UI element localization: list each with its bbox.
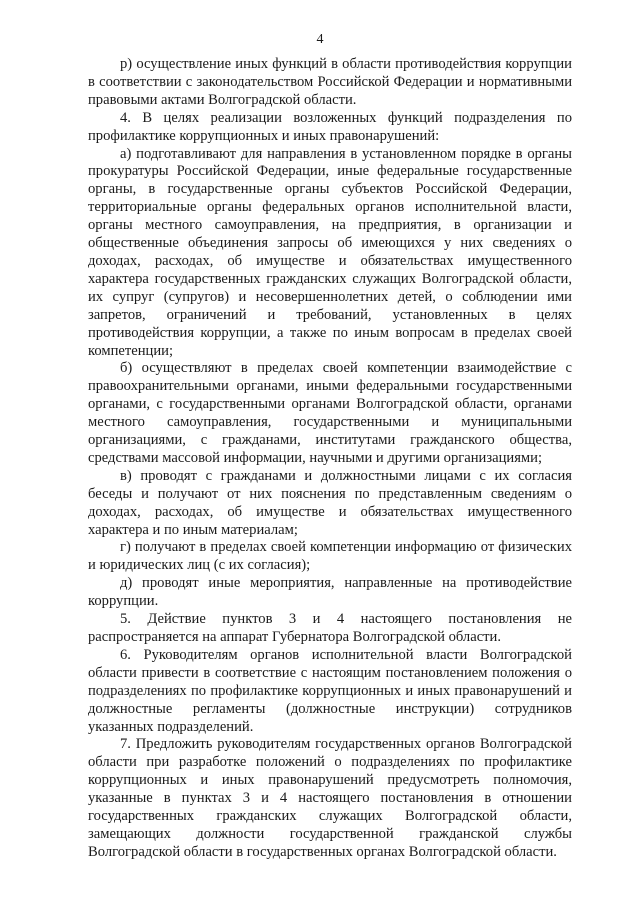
paragraph-item-r: р) осуществление иных функций в области противодействия коррупции в соответствии с законодательством Российской Федерации и нормативными правовыми актами Волгоградской области. <box>88 56 572 108</box>
paragraph-item-b: б) осуществляют в пределах своей компетенции взаимодействие с правоохранительными органами, иными федеральными государственными органами, с государственными органами Волгоградской области, органами местного самоуправления, государственными и муниципальными организациями, с гражданами, институтами гражданского общества, средствами массовой информации, научными и другими организациями; <box>88 360 572 466</box>
paragraph-clause-7: 7. Предложить руководителям государственных органов Волгоградской области при разработке положений о подразделениях по профилактике коррупционных и иных правонарушений предусмотреть полномочия, указанные в пунктах 3 и 4 настоящего постановления в отношении государственных гражданских служащих Волгоградской области, замещающих должности государственной гражданской службы Волгоградской области в государственных органах Волгоградской области. <box>88 736 572 860</box>
paragraph-item-a: а) подготавливают для направления в установленном порядке в органы прокуратуры Российской Федерации, иные федеральные государственные органы, в государственные органы субъектов Российской Федерации, территориальные органы федеральных органов исполнительной власти, органы местного самоуправления, на предприятия, в организации и общественные объединения запросы об имеющихся у них сведениях о доходах, расходах, об имуществе и обязательствах имущественного характера государственных гражданских служащих Волгоградской области, их супруг (супругов) и несовершеннолетних детей, о соблюдении ими запретов, ограничений и требований, установленных в целях противодействия коррупции, а также по иным вопросам в пределах своей компетенции; <box>88 145 572 359</box>
paragraph-clause-5: 5. Действие пунктов 3 и 4 настоящего постановления не распространяется на аппарат Губернатора Волгоградской области. <box>88 611 572 645</box>
paragraph-clause-6: 6. Руководителям органов исполнительной власти Волгоградской области привести в соответствие с настоящим постановлением положения о подразделениях по профилактике коррупционных и иных правонарушений и должностные регламенты (должностные инструкции) сотрудников указанных подразделений. <box>88 646 572 735</box>
paragraph-item-g: г) получают в пределах своей компетенции информацию от физических и юридических лиц (с их согласия); <box>88 539 572 574</box>
document-body <box>88 56 572 862</box>
paragraph-item-d: д) проводят иные мероприятия, направленные на противодействие коррупции. <box>88 575 572 610</box>
page-number: 4 <box>316 32 324 47</box>
paragraph-item-v: в) проводят с гражданами и должностными лицами с их согласия беседы и получают от них пояснения по представленным сведениям о доходах, расходах, об имуществе и обязательствах имущественного характера и по иным материалам; <box>88 467 572 538</box>
paragraph-clause-4: 4. В целях реализации возложенных функций подразделения по профилактике коррупционных и иных правонарушений: <box>88 109 572 144</box>
